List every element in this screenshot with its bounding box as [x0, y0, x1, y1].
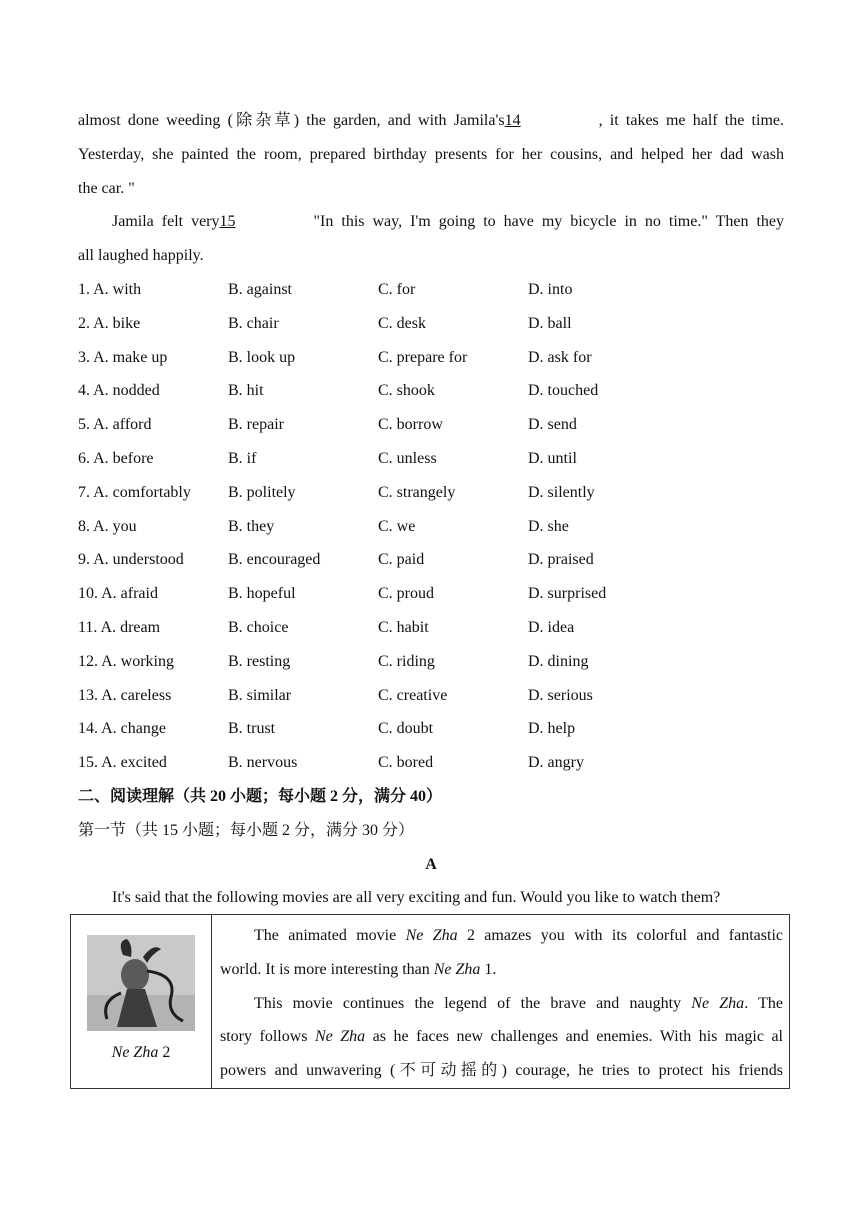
movie-desc-line-3: This movie continues the legend of the brave and naughty Ne Zha. The	[254, 994, 783, 1012]
option-b: B. if	[228, 449, 257, 467]
movie-desc-line-2: world. It is more interesting than Ne Zha 1.	[220, 960, 497, 978]
option-c: C. bored	[378, 754, 434, 772]
option-b: B. they	[228, 517, 275, 535]
option-d: D. she	[528, 517, 569, 535]
section-heading: 二、阅读理解（共 20 小题；每小题 2 分，满分 40）	[78, 787, 443, 805]
document-page	[78, 104, 784, 915]
option-a: 4. A. nodded	[78, 382, 160, 400]
option-b: B. politely	[228, 483, 296, 501]
option-b: B. resting	[228, 652, 291, 670]
option-b: B. similar	[228, 686, 292, 704]
option-c: C. for	[378, 280, 416, 298]
passage-line-4: Jamila felt very15 "In this way, I'm going to have my bicycle in no time." Then they	[78, 205, 784, 239]
passage-intro: It's said that the following movies are all very exciting and fun. Would you like to watch them?	[112, 889, 721, 907]
option-d: D. ask for	[528, 348, 592, 366]
option-a: 14. A. change	[78, 720, 166, 738]
movie-desc-line-5: powers and unwavering (不可动摇的) courage, he tries to protect his friends	[220, 1062, 783, 1080]
option-a: 12. A. working	[78, 652, 174, 670]
option-b: B. trust	[228, 720, 276, 738]
option-d: D. silently	[528, 483, 595, 501]
question-12-options	[78, 645, 784, 679]
movie-description-cell	[212, 915, 790, 1089]
movie-desc-line-1: The animated movie Ne Zha 2 amazes you with its colorful and fantastic	[254, 927, 783, 944]
question-15-options	[78, 746, 784, 780]
option-c: C. riding	[378, 652, 435, 670]
option-d: D. into	[528, 280, 573, 298]
option-c: C. proud	[378, 585, 434, 603]
part-heading: 第一节（共 15 小题；每小题 2 分，满分 30 分）	[78, 821, 415, 839]
question-1-options	[78, 273, 784, 307]
option-a: 3. A. make up	[78, 348, 168, 366]
passage-line-5: all laughed happily.	[78, 247, 204, 265]
option-c: C. paid	[378, 551, 425, 569]
question-9-options	[78, 543, 784, 577]
passage-line-2: Yesterday, she painted the room, prepared birthday presents for her cousins, and helped her dad wash	[78, 145, 784, 163]
passage-line-3: the car. "	[78, 179, 135, 197]
option-a: 1. A. with	[78, 280, 142, 298]
option-a: 7. A. comfortably	[78, 483, 191, 501]
option-b: B. encouraged	[228, 551, 321, 569]
option-a: 5. A. afford	[78, 416, 152, 434]
option-c: C. we	[378, 517, 416, 535]
option-a: 11. A. dream	[78, 618, 161, 636]
movie-table	[70, 914, 790, 1089]
question-5-options	[78, 408, 784, 442]
movie-poster-image	[87, 935, 195, 1031]
question-13-options	[78, 679, 784, 713]
option-d: D. ball	[528, 314, 572, 332]
option-d: D. dining	[528, 652, 589, 670]
option-c: C. doubt	[378, 720, 434, 738]
option-c: C. unless	[378, 449, 437, 467]
option-b: B. nervous	[228, 754, 298, 772]
question-7-options	[78, 476, 784, 510]
passage-label: A	[425, 855, 437, 873]
option-b: B. chair	[228, 314, 279, 332]
question-2-options	[78, 307, 784, 341]
answer-options	[78, 273, 784, 780]
option-c: C. creative	[378, 686, 448, 704]
option-d: D. send	[528, 416, 577, 434]
question-14-options	[78, 712, 784, 746]
option-a: 8. A. you	[78, 517, 137, 535]
option-b: B. repair	[228, 416, 284, 434]
option-d: D. praised	[528, 551, 594, 569]
option-a: 2. A. bike	[78, 314, 141, 332]
option-a: 6. A. before	[78, 449, 154, 467]
option-c: C. shook	[378, 382, 435, 400]
question-4-options	[78, 374, 784, 408]
option-a: 13. A. careless	[78, 686, 172, 704]
option-b: B. against	[228, 280, 292, 298]
option-b: B. look up	[228, 348, 296, 366]
passage-line-1: almost done weeding (除杂草) the garden, and with Jamila's14 , it takes me half the time.	[78, 104, 784, 138]
question-8-options	[78, 510, 784, 544]
question-6-options	[78, 442, 784, 476]
option-c: C. desk	[378, 314, 426, 332]
option-a: 9. A. understood	[78, 551, 184, 569]
movie-desc-line-4: story follows Ne Zha as he faces new challenges and enemies. With his magic al	[220, 1028, 784, 1046]
option-d: D. surprised	[528, 585, 607, 603]
option-a: 15. A. excited	[78, 754, 167, 772]
option-a: 10. A. afraid	[78, 585, 158, 603]
option-c: C. strangely	[378, 483, 456, 501]
question-11-options	[78, 611, 784, 645]
poster-caption: Ne Zha 2	[111, 1044, 171, 1061]
blank-14: 14	[504, 112, 521, 129]
option-b: B. choice	[228, 618, 289, 636]
option-c: C. prepare for	[378, 348, 468, 366]
blank-15: 15	[219, 213, 236, 231]
question-10-options	[78, 577, 784, 611]
question-3-options	[78, 341, 784, 375]
option-d: D. serious	[528, 686, 593, 704]
option-c: C. borrow	[378, 416, 443, 434]
option-b: B. hopeful	[228, 585, 296, 603]
option-d: D. angry	[528, 754, 584, 772]
option-d: D. until	[528, 449, 577, 467]
option-d: D. idea	[528, 618, 575, 636]
option-b: B. hit	[228, 382, 264, 400]
option-d: D. help	[528, 720, 576, 738]
option-d: D. touched	[528, 382, 599, 400]
option-c: C. habit	[378, 618, 429, 636]
poster-cell	[71, 915, 212, 1089]
